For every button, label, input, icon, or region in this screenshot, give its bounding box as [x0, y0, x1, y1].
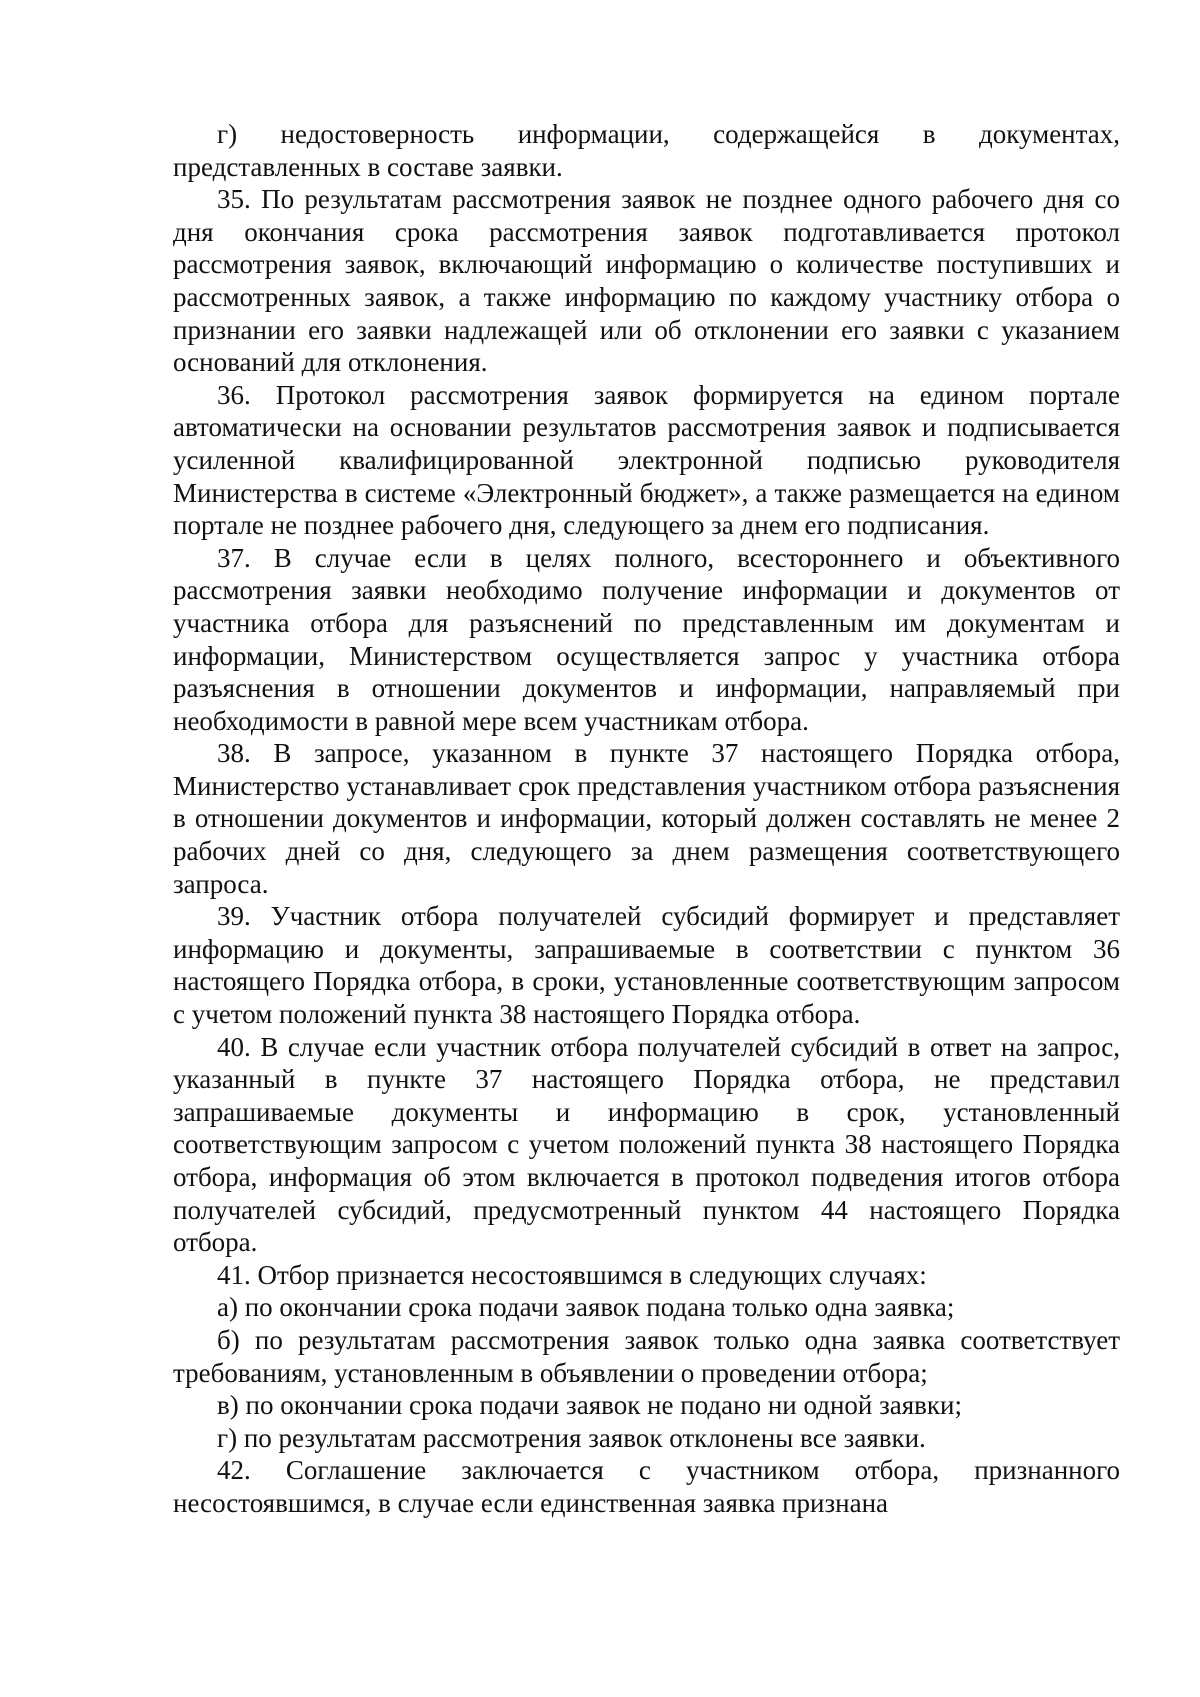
paragraph-40: 40. В случае если участник отбора получателей субсидий в ответ на запрос, указанный в пункте 37 настоящего Порядка отбора, не представил запрашиваемые документы и информацию в срок, установленный соответствующим запросом с учетом положений пункта 38 настоящего Порядка отбора, информация об этом включается в протокол подведения итогов отбора получателей субсидий, предусмотренный пунктом 44 настоящего Порядка отбора. — [173, 1031, 1120, 1258]
paragraph-41-item-g: г) по результатам рассмотрения заявок отклонены все заявки. — [217, 1422, 926, 1453]
paragraph-39: 39. Участник отбора получателей субсидий формирует и представляет информацию и документы, запрашиваемые в соответствии с пунктом 36 настоящего Порядка отбора, в сроки, установленные соответствующим запросом с учетом положений пункта 38 настоящего Порядка отбора. — [173, 901, 1120, 1030]
paragraph-42: 42. Соглашение заключается с участником отбора, признанного несостоявшимся, в случае если единственная заявка признана — [173, 1455, 1120, 1518]
paragraph-41-item-a: а) по окончании срока подачи заявок подана только одна заявка; — [217, 1292, 955, 1323]
paragraph-37: 37. В случае если в целях полного, всестороннего и объективного рассмотрения заявки необходимо получение информации и документов от участника отбора для разъяснений по представленным им документам и информации, Министерством осуществляется запрос у участника отбора разъяснения в отношении документов и информации, направляемый при необходимости в равной мере всем участникам отбора. — [173, 542, 1120, 736]
paragraph-41: 41. Отбор признается несостоявшимся в следующих случаях: — [217, 1259, 927, 1290]
paragraph-36: 36. Протокол рассмотрения заявок формируется на едином портале автоматически на основании результатов рассмотрения заявок и подписывается усиленной квалифицированной электронной подписью руководителя Министерства в системе «Электронный бюджет», а также размещается на едином портале не позднее рабочего дня, следующего за днем его подписания. — [173, 379, 1120, 541]
document-page — [173, 118, 1120, 1520]
paragraph-41-item-b: б) по результатам рассмотрения заявок только одна заявка соответствует требованиям, установленным в объявлении о проведении отбора; — [173, 1324, 1120, 1388]
paragraph-item-g-unreliable-info: г) недостоверность информации, содержащейся в документах, представленных в составе заявки. — [173, 119, 1120, 182]
paragraph-38: 38. В запросе, указанном в пункте 37 настоящего Порядка отбора, Министерство устанавливает срок представления участником отбора разъяснения в отношении документов и информации, который должен составлять не менее 2 рабочих дней со дня, следующего за днем размещения соответствующего запроса. — [173, 738, 1120, 899]
paragraph-35: 35. По результатам рассмотрения заявок не позднее одного рабочего дня со дня окончания срока рассмотрения заявок подготавливается протокол рассмотрения заявок, включающий информацию о количестве поступивших и рассмотренных заявок, а также информацию по каждому участнику отбора о признании его заявки надлежащей или об отклонении его заявки с указанием оснований для отклонения. — [173, 184, 1120, 378]
paragraph-41-item-v: в) по окончании срока подачи заявок не подано ни одной заявки; — [217, 1390, 962, 1421]
